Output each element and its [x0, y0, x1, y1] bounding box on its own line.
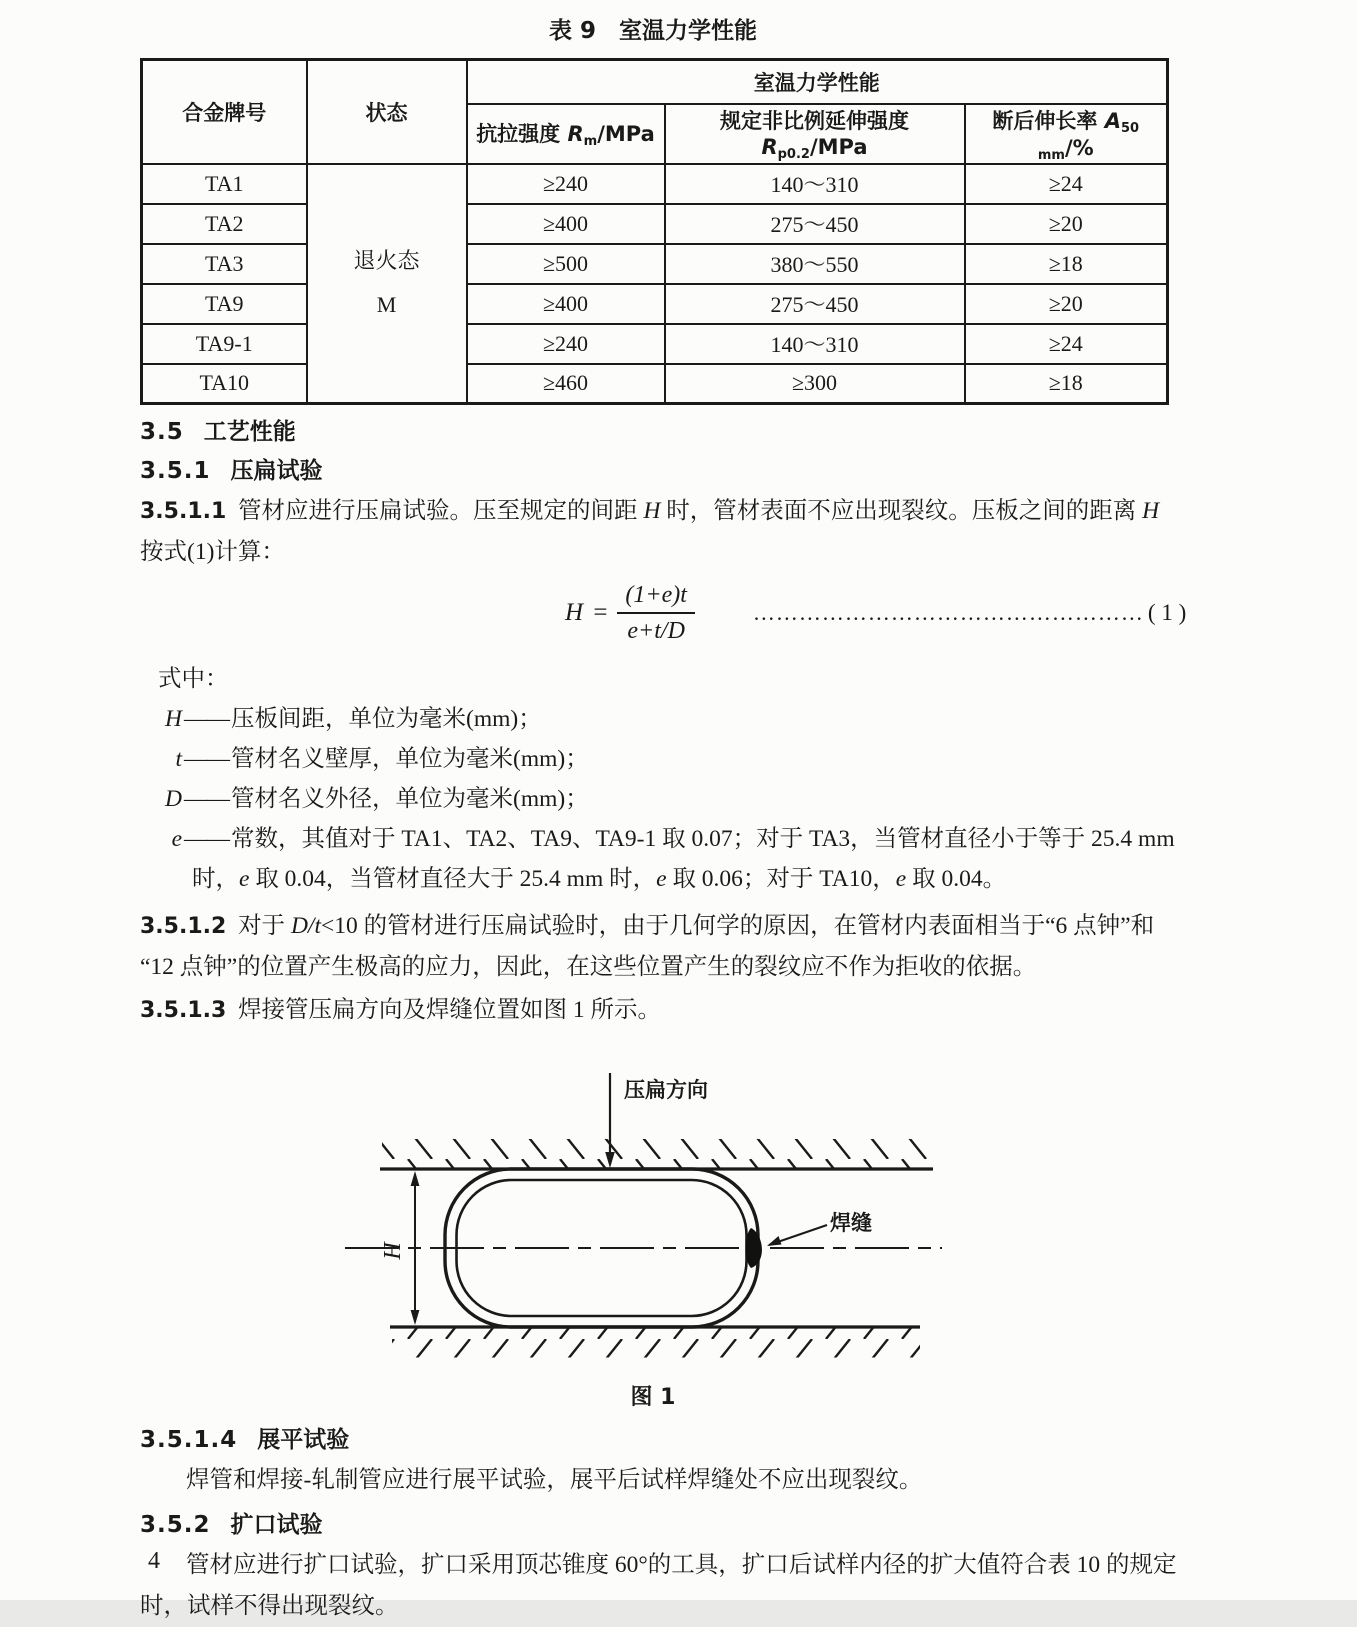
proof-cell: 380～550 [665, 244, 965, 284]
paragraph-text: 焊接管压扁方向及焊缝位置如图 1 所示。 [238, 997, 662, 1023]
table-row [142, 244, 1168, 284]
definition-term: e [171, 826, 182, 852]
definition-term: H [165, 706, 182, 732]
tensile-cell: ≥240 [467, 324, 665, 364]
elongation-cell: ≥18 [965, 364, 1168, 404]
col-header-group: 室温力学性能 [467, 60, 1168, 104]
paragraph-3-5-1-4: 焊管和焊接-轧制管应进行展平试验，展平后试样焊缝处不应出现裂纹。 [186, 1467, 923, 1493]
dimension-H-arrowhead-bottom [411, 1310, 420, 1325]
fraction-denominator: e+t/D [627, 618, 685, 644]
definition-row-e-continued: 时，e 取 0.04，当管材直径大于 25.4 mm 时，e 取 0.06；对于 TA10，e 取 0.04。 [192, 866, 1007, 892]
equation-number: ( 1 ) [1147, 600, 1187, 625]
figure-1-diagram [330, 1039, 1060, 1381]
proof-cell: ≥300 [665, 364, 965, 404]
clause-number: 3.5.1.2 [140, 914, 227, 939]
paragraph-line: 时，试样不得出现裂纹。 [140, 1593, 399, 1619]
definition-dash: —— [184, 786, 229, 812]
elongation-cell: ≥24 [965, 324, 1168, 364]
table-row [142, 284, 1168, 324]
paragraph-line: 管材应进行扩口试验，扩口采用顶芯锥度 60°的工具，扩口后试样内径的扩大值符合表 10 的规定 [186, 1552, 1177, 1578]
table9 [140, 58, 1169, 405]
elongation-cell: ≥18 [965, 244, 1168, 284]
paragraph-3-5-1-2 [140, 906, 1216, 988]
section-heading-3-5-1 [140, 456, 1216, 486]
definition-row-D [140, 779, 1216, 819]
top-platen-hatching [382, 1139, 932, 1169]
paragraph-line [140, 491, 1216, 532]
tensile-cell: ≥500 [467, 244, 665, 284]
section-heading-3-5 [140, 417, 1216, 447]
figure-1 [330, 1039, 1060, 1381]
section-title: 展平试验 [257, 1427, 350, 1453]
tensile-cell: ≥400 [467, 204, 665, 244]
grade-cell: TA10 [142, 364, 307, 404]
section-title: 工艺性能 [203, 419, 296, 445]
state-cell [307, 164, 467, 404]
paragraph-text: 对于 D/t<10 的管材进行压扁试验时，由于几何学的原因，在管材内表面相当于“6 点钟”和 [238, 913, 1155, 939]
section-heading-3-5-1-4 [140, 1425, 1216, 1455]
weld-seam-label: 焊缝 [830, 1211, 872, 1235]
paragraph-3-5-2 [140, 1545, 1216, 1627]
flattening-direction-label: 压扁方向 [624, 1078, 708, 1102]
definition-term: D [165, 786, 182, 812]
definition-row-e [140, 819, 1216, 859]
definition-desc: 压板间距，单位为毫米(mm)； [231, 706, 542, 732]
definition-term: t [175, 746, 182, 772]
section-number: 3.5 [140, 419, 184, 445]
definition-desc: 管材名义外径，单位为毫米(mm)； [231, 786, 589, 812]
col-header-elongation: 断后伸长率 $A_{50 mm}/\%$ [965, 104, 1168, 164]
table9-title: 表 9 室温力学性能 [548, 18, 757, 44]
paragraph-3-5-1-3 [140, 990, 1216, 1031]
equation-fraction [617, 581, 695, 645]
table-row [142, 364, 1168, 404]
elongation-cell: ≥20 [965, 204, 1168, 244]
definition-dash: —— [184, 826, 229, 852]
where-label: 式中： [158, 666, 229, 692]
proof-cell: 275～450 [665, 284, 965, 324]
definition-dash: —— [184, 706, 229, 732]
weld-seam-leader-arrowhead [767, 1236, 782, 1246]
section-title: 扩口试验 [230, 1512, 323, 1538]
bottom-platen-hatching [392, 1328, 920, 1358]
table-row [142, 204, 1168, 244]
dimension-H-arrowhead-top [411, 1171, 420, 1186]
paragraph-line: 按式(1)计算： [140, 539, 285, 565]
paragraph-line: “12 点钟”的位置产生极高的应力，因此，在这些位置产生的裂纹应不作为拒收的依据。 [140, 954, 1037, 980]
paragraph-text: 管材应进行压扁试验。压至规定的间距 H 时，管材表面不应出现裂纹。压板之间的距离 H [238, 498, 1160, 524]
page-content [140, 0, 1216, 1627]
tensile-cell: ≥460 [467, 364, 665, 404]
table-row [142, 324, 1168, 364]
section-number: 3.5.2 [140, 1512, 211, 1538]
col-header-proof-strength: 规定非比例延伸强度 $R_{p0.2}$/MPa [665, 104, 965, 164]
grade-cell: TA1 [142, 164, 307, 204]
tensile-cell: ≥400 [467, 284, 665, 324]
table-row [142, 164, 1168, 204]
paragraph-3-5-1-1 [140, 491, 1216, 573]
section-title: 压扁试验 [230, 458, 323, 484]
definition-row-t [140, 739, 1216, 779]
fraction-numerator: (1+e)t [617, 581, 695, 614]
clause-number: 3.5.1.1 [140, 499, 227, 524]
elongation-cell: ≥24 [965, 164, 1168, 204]
grade-cell: TA9-1 [142, 324, 307, 364]
tensile-cell: ≥240 [467, 164, 665, 204]
definition-desc: 常数，其值对于 TA1、TA2、TA9、TA9-1 取 0.07；对于 TA3，当管材直径小于等于 25.4 mm [231, 826, 1175, 852]
paragraph-line [140, 906, 1216, 947]
proof-cell: 140～310 [665, 164, 965, 204]
grade-cell: TA2 [142, 204, 307, 244]
definition-row-H [140, 699, 1216, 739]
clause-number: 3.5.1.3 [140, 998, 227, 1023]
dimension-H-label: H [380, 1242, 406, 1260]
elongation-cell: ≥20 [965, 284, 1168, 324]
section-number: 3.5.1.4 [140, 1427, 238, 1453]
page-number: 4 [148, 1548, 160, 1574]
definition-dash: —— [184, 746, 229, 772]
equation-lhs: H = [565, 599, 608, 626]
proof-cell: 140～310 [665, 324, 965, 364]
figure-caption: 图 1 [630, 1385, 676, 1410]
grade-cell: TA9 [142, 284, 307, 324]
col-header-alloy: 合金牌号 [142, 60, 307, 164]
section-heading-3-5-2 [140, 1510, 1216, 1540]
col-header-state: 状态 [307, 60, 467, 164]
proof-cell: 275～450 [665, 204, 965, 244]
equation-1 [140, 577, 1187, 649]
section-number: 3.5.1 [140, 458, 211, 484]
state-line-2: M [376, 292, 397, 318]
grade-cell: TA3 [142, 244, 307, 284]
equation-dot-leader: …………………………………………… [752, 600, 1144, 625]
definition-desc: 管材名义壁厚，单位为毫米(mm)； [231, 746, 589, 772]
col-header-tensile-strength: 抗拉强度 $R_m$/MPa [467, 104, 665, 164]
state-line-1: 退火态 [353, 248, 420, 274]
